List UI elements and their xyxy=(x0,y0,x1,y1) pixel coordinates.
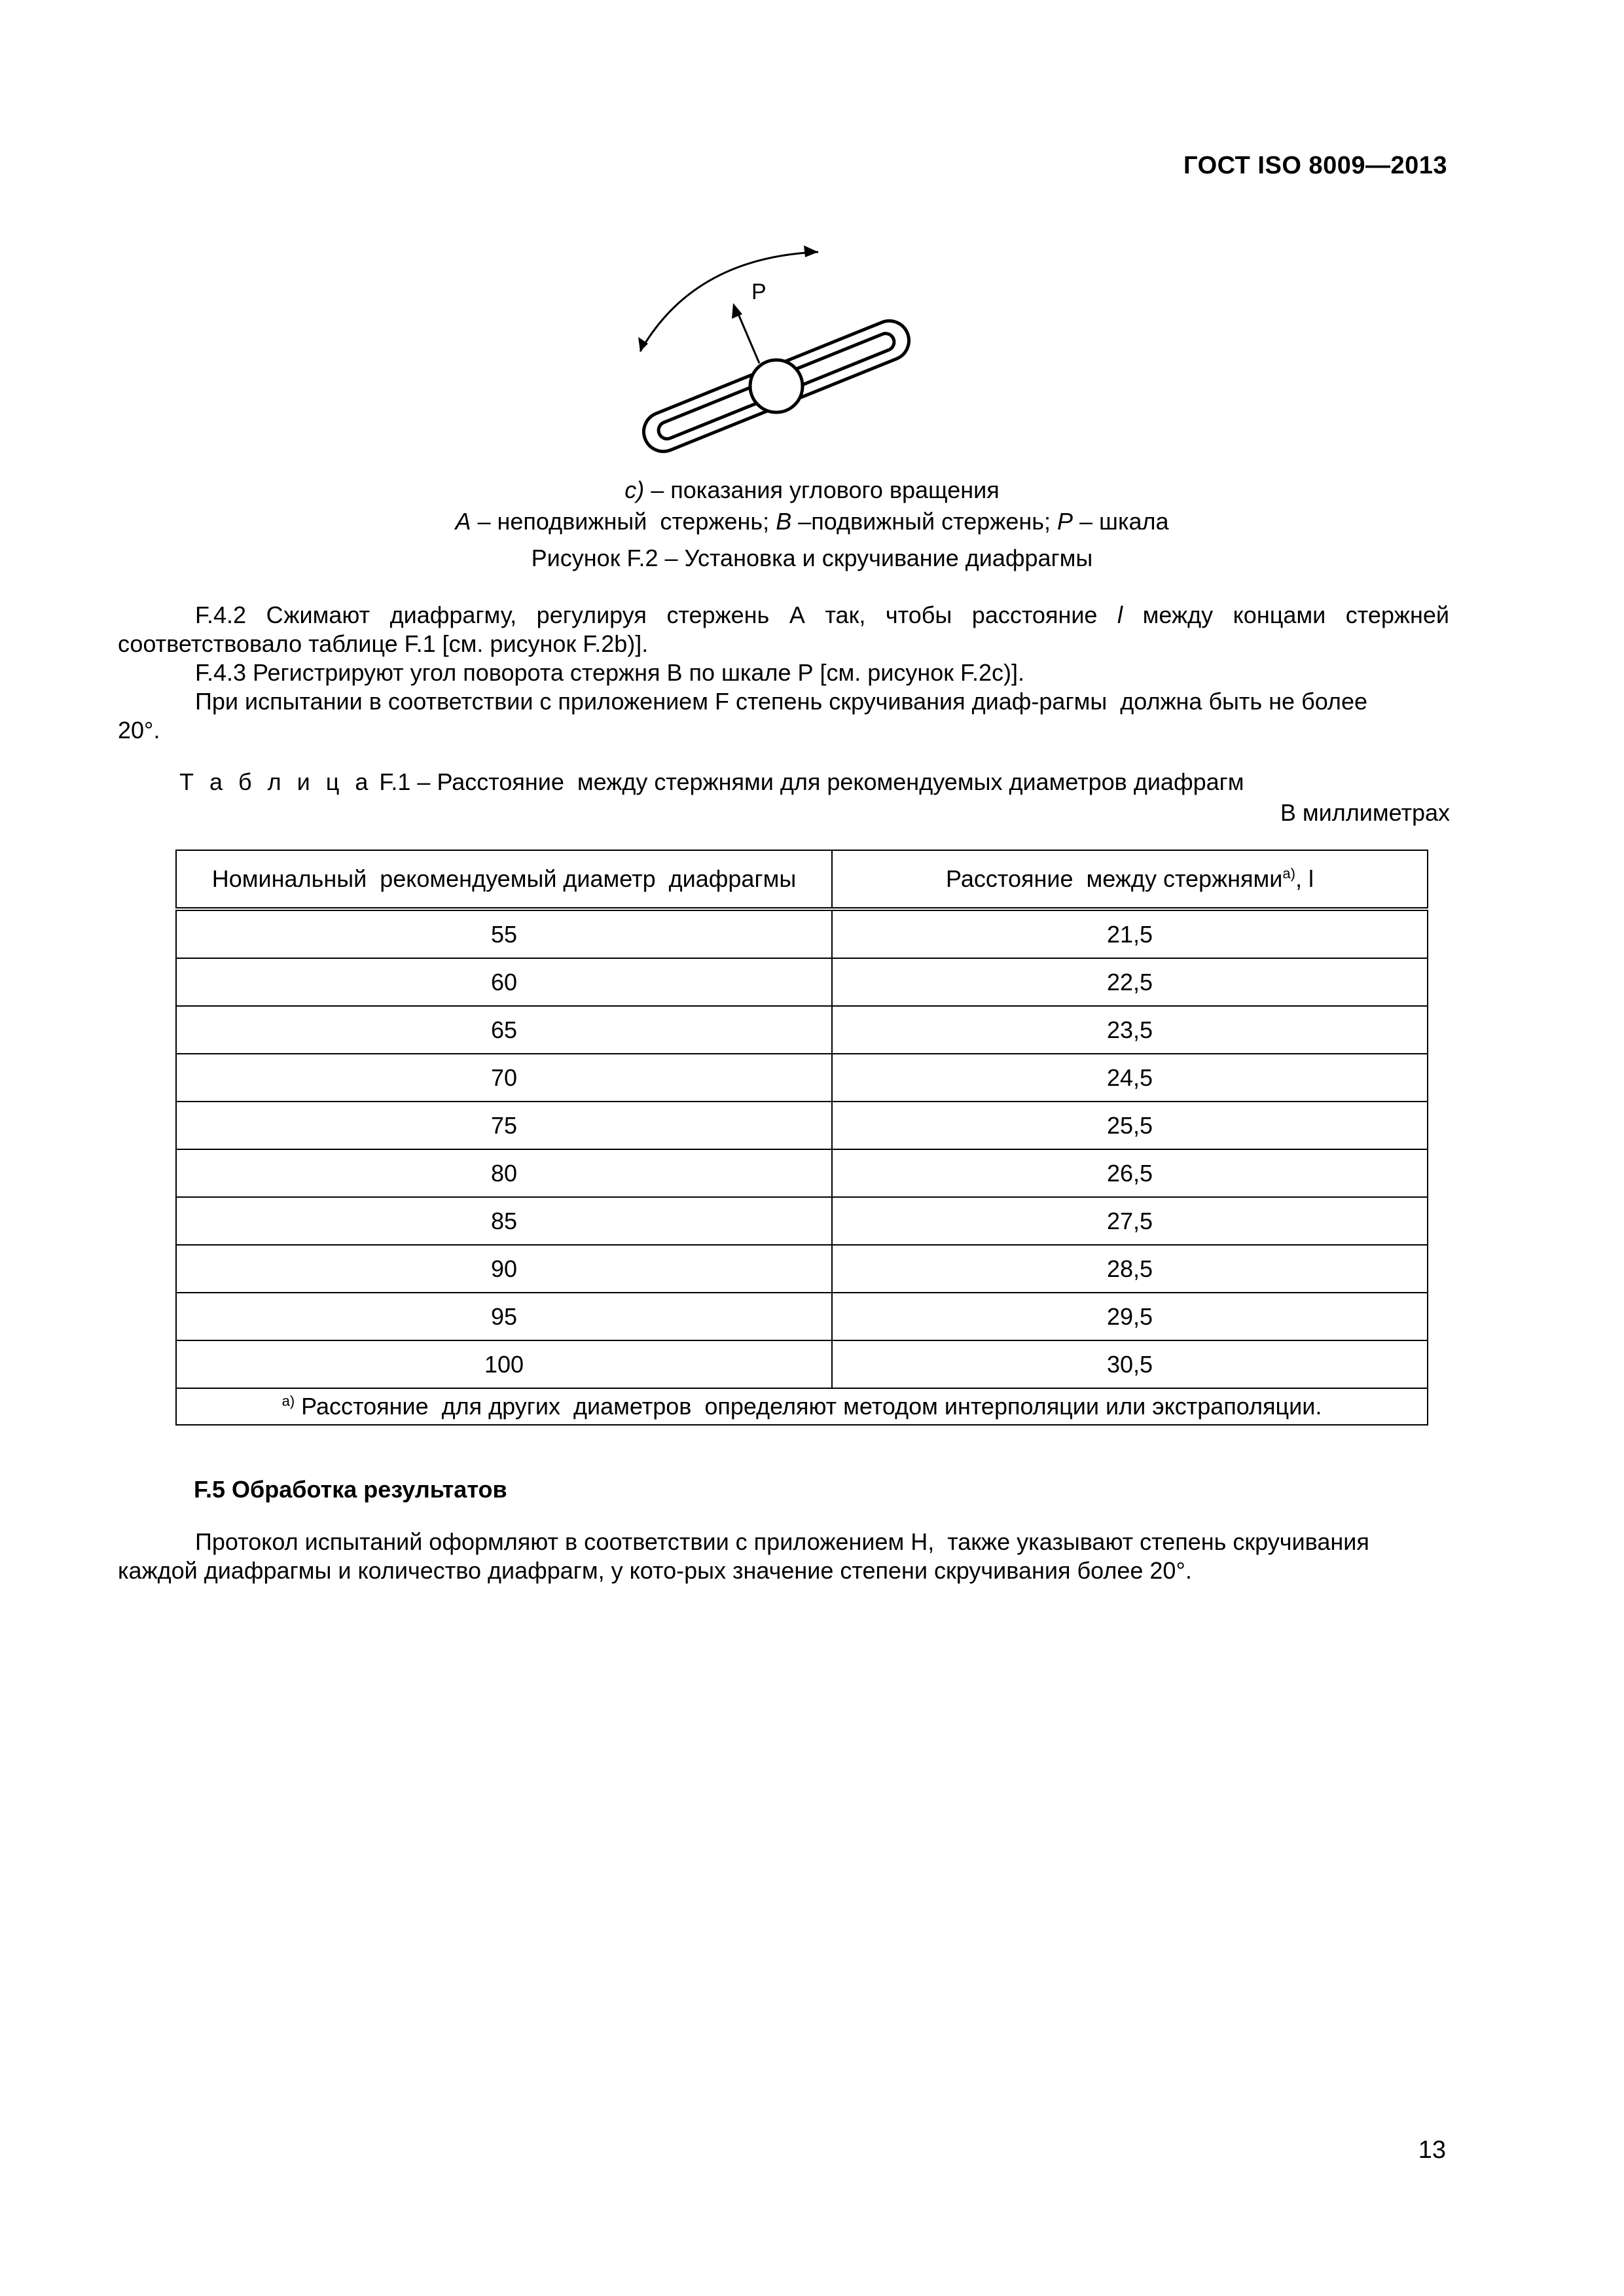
table-cell-diameter: 95 xyxy=(176,1293,832,1340)
figure-caption-c: c) – показания углового вращения xyxy=(624,476,1000,503)
paragraph-twist-line1: При испытании в соответствии с приложением F степень скручивания диаф-рагмы должна быть не более xyxy=(195,688,1367,715)
page-number: 13 xyxy=(1418,2136,1446,2164)
table-row xyxy=(176,1006,1428,1054)
table-cell-distance: 29,5 xyxy=(832,1293,1428,1340)
section-body-line2: каждой диафрагмы и количество диафрагм, у кото-рых значение степени скручивания более 20°. xyxy=(118,1557,1192,1584)
table-cell-distance: 28,5 xyxy=(832,1245,1428,1293)
table-cell-diameter: 70 xyxy=(176,1054,832,1102)
table-cell-distance: 24,5 xyxy=(832,1054,1428,1102)
document-id-header: ГОСТ ISO 8009—2013 xyxy=(1183,152,1447,179)
table-cell-distance: 30,5 xyxy=(832,1340,1428,1388)
table-row xyxy=(176,1245,1428,1293)
paragraph-f43: F.4.3 Регистрируют угол поворота стержня В по шкале Р [см. рисунок F.2c)]. xyxy=(195,659,1025,686)
table-footnote: $^{a)}$ Расстояние для других диаметров определяют методом интерполяции или экстраполяции. xyxy=(176,1388,1428,1425)
table-row xyxy=(176,1102,1428,1149)
table-cell-distance: 23,5 xyxy=(832,1006,1428,1054)
figure-legend: A – неподвижный стержень; B –подвижный стержень; P – шкала xyxy=(455,508,1169,535)
table-row xyxy=(176,1197,1428,1245)
scale-label: P xyxy=(751,279,767,304)
table-row xyxy=(176,1340,1428,1388)
table-cell-diameter: 60 xyxy=(176,958,832,1006)
table-header-row xyxy=(176,850,1428,909)
table-cell-diameter: 75 xyxy=(176,1102,832,1149)
paragraph-twist-line2: 20°. xyxy=(118,717,160,744)
table-row xyxy=(176,958,1428,1006)
table-row xyxy=(176,1149,1428,1197)
table-cell-distance: 21,5 xyxy=(832,909,1428,958)
paragraph-f42-line1: F.4.2 Сжимают диафрагму, регулируя стержень А так, чтобы расстояние l между концами стержней xyxy=(195,601,1449,628)
table-header-distance: Расстояние между стержнями$^{a)}$, l xyxy=(832,850,1428,909)
table-cell-diameter: 85 xyxy=(176,1197,832,1245)
section-body-line1: Протокол испытаний оформляют в соответствии с приложением Н, также указывают степень скручивания xyxy=(195,1528,1369,1555)
table-cell-diameter: 65 xyxy=(176,1006,832,1054)
paragraph-f42-line2: соответствовало таблице F.1 [см. рисунок F.2b)]. xyxy=(118,630,649,657)
table-cell-diameter: 90 xyxy=(176,1245,832,1293)
table-row xyxy=(176,909,1428,958)
section-heading-f5: F.5 Обработка результатов xyxy=(194,1476,507,1503)
rod-distance-table xyxy=(175,850,1428,1426)
table-cell-distance: 27,5 xyxy=(832,1197,1428,1245)
twist-rotation-figure xyxy=(622,232,936,468)
table-header-diameter: Номинальный рекомендуемый диаметр диафрагмы xyxy=(176,850,832,909)
table-cell-diameter: 100 xyxy=(176,1340,832,1388)
table-cell-distance: 25,5 xyxy=(832,1102,1428,1149)
table-cell-diameter: 55 xyxy=(176,909,832,958)
table-row xyxy=(176,1054,1428,1102)
table-cell-diameter: 80 xyxy=(176,1149,832,1197)
table-footnote-row xyxy=(176,1388,1428,1425)
figure-title: Рисунок F.2 – Установка и скручивание диафрагмы xyxy=(531,545,1093,571)
table-cell-distance: 26,5 xyxy=(832,1149,1428,1197)
table-row xyxy=(176,1293,1428,1340)
table-cell-distance: 22,5 xyxy=(832,958,1428,1006)
table-caption: Т а б л и ц а F.1 – Расстояние между стержнями для рекомендуемых диаметров диафрагм xyxy=(179,768,1244,795)
table-units: В миллиметрах xyxy=(1280,799,1450,826)
